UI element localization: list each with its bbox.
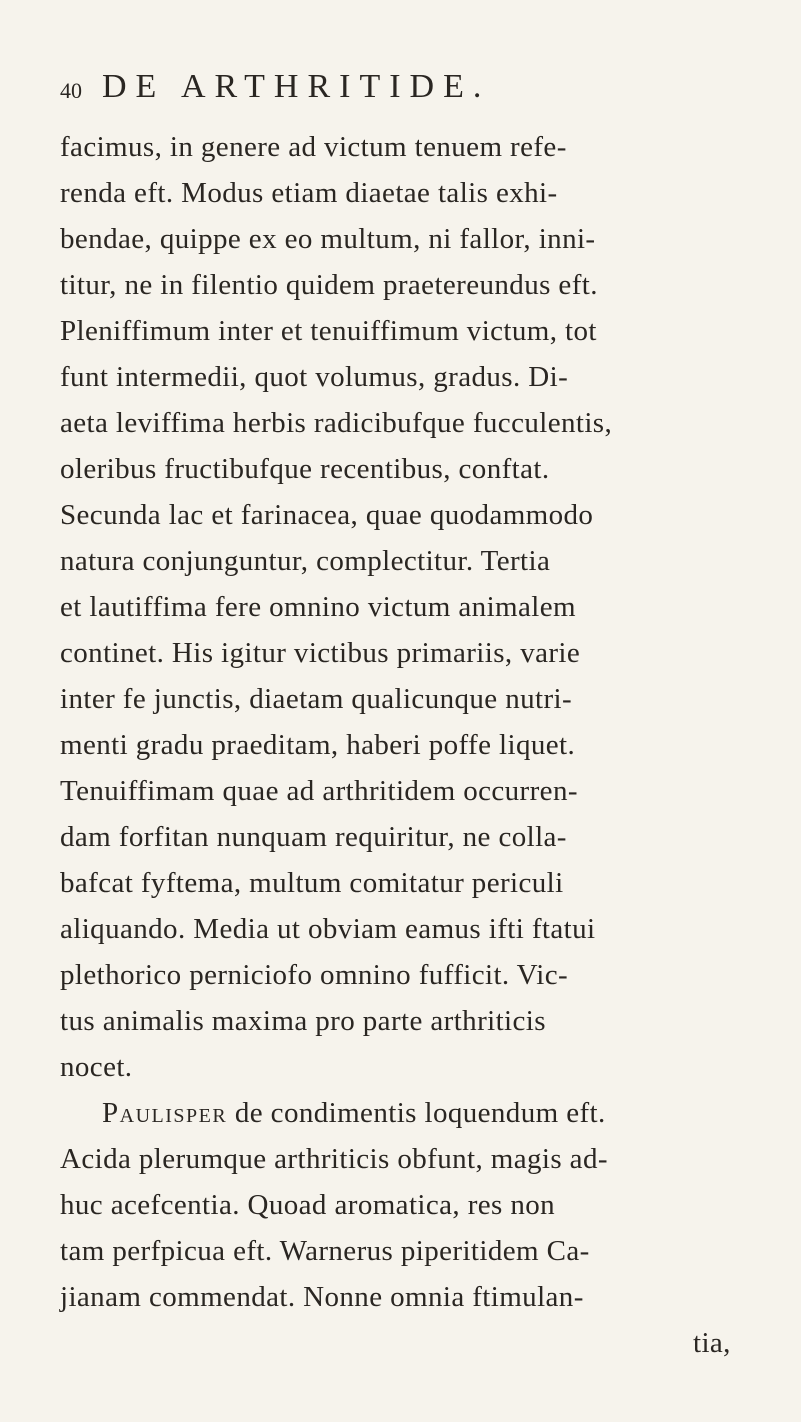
text-line: facimus, in genere ad victum tenuem refe- — [60, 131, 567, 163]
text-line: oleribus fructibufque recentibus, conftat. — [60, 453, 550, 485]
text-line: jianam commendat. Nonne omnia ftimulan- — [60, 1281, 584, 1313]
page-number: 40 — [60, 78, 82, 103]
text-line: renda eft. Modus etiam diaetae talis exhi- — [60, 177, 558, 209]
text-line: inter fe junctis, diaetam qualicunque nutri- — [60, 683, 573, 715]
text-line: et lautiffima fere omnino victum animalem — [60, 591, 576, 623]
catchword: tia, — [693, 1327, 731, 1359]
paragraph-start-line — [102, 1096, 606, 1130]
small-caps-word: Paulisper — [102, 1097, 228, 1129]
text-line: titur, ne in filentio quidem praetereundus eft. — [60, 269, 598, 301]
text-line: Pleniffimum inter et tenuiffimum victum, tot — [60, 315, 597, 347]
text-line: Secunda lac et farinacea, quae quodammodo — [60, 499, 594, 531]
text-line: Tenuiffimam quae ad arthritidem occurren- — [60, 775, 578, 807]
text-fragment: de condimentis loquendum eft. — [227, 1097, 606, 1129]
text-line: tus animalis maxima pro parte arthriticis — [60, 1005, 546, 1037]
text-line: bendae, quippe ex eo multum, ni fallor, inni- — [60, 223, 596, 255]
text-line: huc acefcentia. Quoad aromatica, res non — [60, 1189, 556, 1221]
text-line: Acida plerumque arthriticis obfunt, magis ad- — [60, 1143, 608, 1175]
page-header — [60, 68, 760, 110]
text-line: plethorico perniciofo omnino fufficit. Vic- — [60, 959, 569, 991]
text-line: nocet. — [60, 1051, 133, 1083]
text-line: bafcat fyftema, multum comitatur periculi — [60, 867, 564, 899]
text-line: funt intermedii, quot volumus, gradus. Di- — [60, 361, 569, 393]
running-title: DE ARTHRITIDE. — [102, 68, 491, 105]
text-line: continet. His igitur victibus primariis, varie — [60, 637, 581, 669]
text-line: dam forfitan nunquam requiritur, ne colla- — [60, 821, 567, 853]
text-line: aliquando. Media ut obviam eamus ifti ftatui — [60, 913, 596, 945]
text-line: tam perfpicua eft. Warnerus piperitidem Ca- — [60, 1235, 590, 1267]
text-line: aeta leviffima herbis radicibufque fucculentis, — [60, 407, 613, 439]
text-line: natura conjunguntur, complectitur. Tertia — [60, 545, 551, 577]
text-line: menti gradu praeditam, haberi poffe liquet. — [60, 729, 576, 761]
